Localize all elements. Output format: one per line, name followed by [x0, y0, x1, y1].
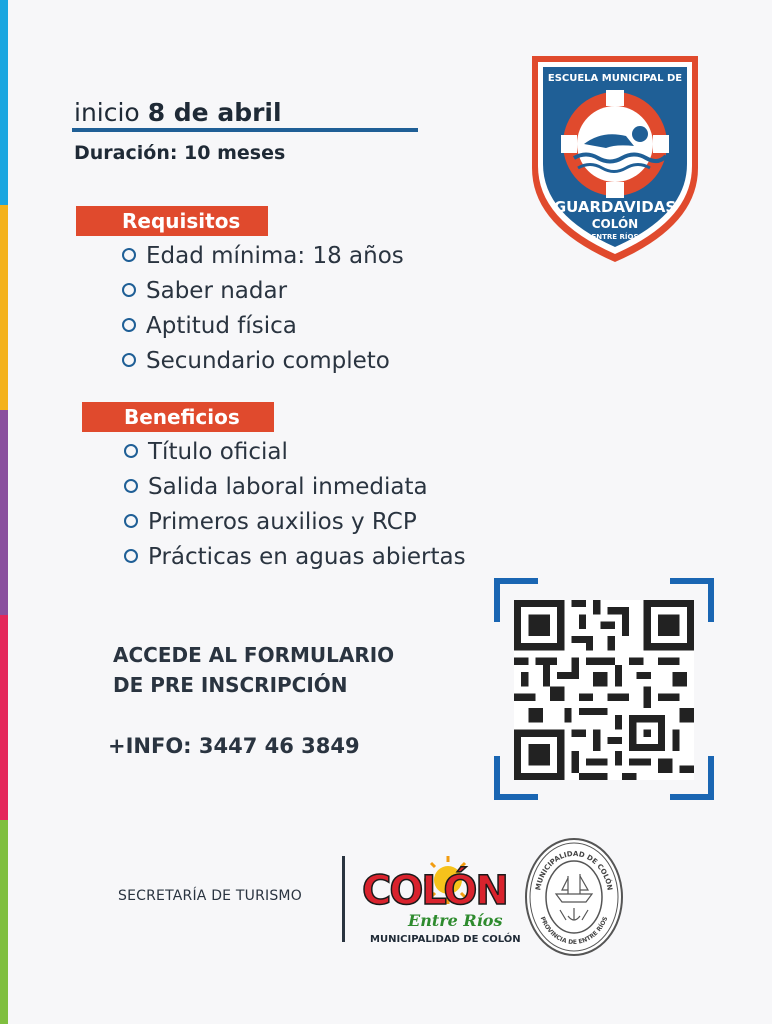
- color-stripe-purple: [0, 410, 8, 615]
- badge-province: ENTRE RÍOS: [591, 233, 639, 241]
- municipalidad-label: MUNICIPALIDAD DE COLÓN: [370, 934, 521, 945]
- list-item: [122, 239, 404, 274]
- list-item: [122, 274, 404, 309]
- contact-phone: +INFO: 3447 46 3849: [108, 734, 360, 758]
- list-item-text: Prácticas en aguas abiertas: [148, 544, 466, 570]
- list-item-text: Edad mínima: 18 años: [146, 243, 404, 269]
- requisitos-list: [122, 239, 404, 379]
- requisitos-tag: [76, 206, 268, 236]
- list-item: [124, 435, 466, 470]
- registration-cta: [113, 640, 394, 700]
- beneficios-title: Beneficios: [124, 405, 240, 429]
- list-item: [124, 505, 466, 540]
- bullet-circle-icon: [122, 283, 136, 297]
- seal-emblem: [524, 836, 624, 958]
- list-item-text: Título oficial: [148, 439, 288, 465]
- duration-text: Duración: 10 meses: [74, 142, 286, 164]
- cta-line-1: ACCEDE AL FORMULARIO: [113, 643, 395, 667]
- list-item-text: Primeros auxilios y RCP: [148, 509, 417, 535]
- secretaria-label: SECRETARÍA DE TURISMO: [118, 888, 302, 904]
- badge-name: GUARDAVIDAS: [553, 198, 677, 216]
- bullet-circle-icon: [122, 318, 136, 332]
- start-date: 8 de abril: [147, 98, 282, 127]
- color-stripe-green: [0, 820, 8, 1024]
- heading-underline: [72, 128, 418, 132]
- badge-city: COLÓN: [591, 217, 639, 231]
- start-prefix: inicio: [74, 98, 140, 127]
- start-date-heading: [74, 98, 282, 127]
- bullet-circle-icon: [124, 444, 138, 458]
- list-item: [124, 540, 466, 575]
- list-item-text: Aptitud física: [146, 313, 297, 339]
- list-item-text: Salida laboral inmediata: [148, 474, 428, 500]
- bullet-circle-icon: [124, 549, 138, 563]
- seal-top-text: MUNICIPALIDAD DE COLÓN: [534, 849, 614, 892]
- cta-line-2: DE PRE INSCRIPCIÓN: [113, 673, 348, 697]
- list-item-text: Secundario completo: [146, 348, 390, 374]
- color-stripe-pink: [0, 615, 8, 820]
- color-stripe-yellow: [0, 205, 8, 410]
- colon-logo-sub: Entre Ríos: [408, 911, 503, 930]
- color-stripe-blue: [0, 0, 8, 205]
- colon-logo-word: COLÓN: [362, 868, 507, 914]
- list-item: [122, 344, 404, 379]
- list-item-text: Saber nadar: [146, 278, 288, 304]
- footer-divider: [342, 856, 345, 942]
- requisitos-title: Requisitos: [122, 209, 241, 233]
- badge-top-text: ESCUELA MUNICIPAL DE: [547, 73, 683, 84]
- bullet-circle-icon: [124, 479, 138, 493]
- guardavidas-badge: [526, 48, 704, 268]
- bullet-circle-icon: [124, 514, 138, 528]
- seal-bottom-text: PROVINCIA DE ENTRE RÍOS: [538, 915, 610, 947]
- beneficios-tag: [82, 402, 274, 432]
- beneficios-list: [124, 435, 466, 575]
- qr-code-frame[interactable]: [494, 578, 714, 800]
- list-item: [122, 309, 404, 344]
- bullet-circle-icon: [122, 248, 136, 262]
- list-item: [124, 470, 466, 505]
- bullet-circle-icon: [122, 353, 136, 367]
- qr-code[interactable]: [514, 600, 694, 780]
